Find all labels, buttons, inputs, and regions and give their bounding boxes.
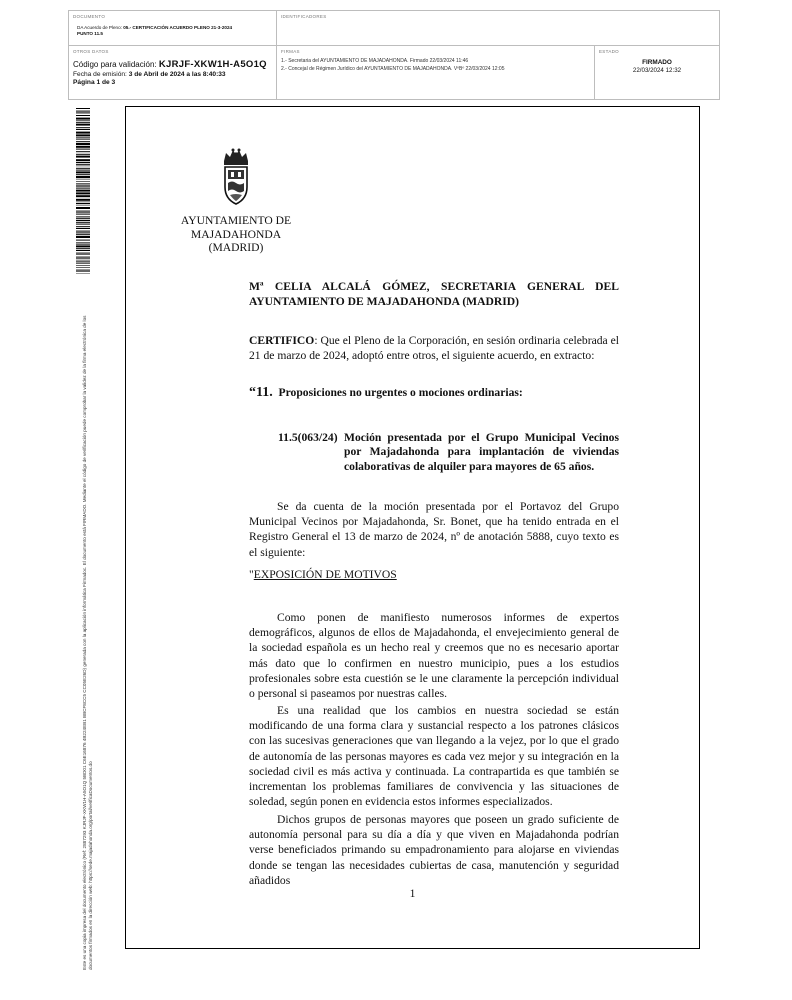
validation-code[interactable] [73,59,272,70]
header-bottom-row [68,46,720,100]
documento-title-bold: 05.- CERTIFICACIÓN ACUERDO PLENO 21-3-2024 [123,25,233,30]
org-line-1: AYUNTAMIENTO DE [180,214,292,227]
section-number: “11. [249,385,273,400]
section-title: Proposiciones no urgentes o mociones ordinarias: [278,386,523,399]
motion-title: Moción presentada por el Grupo Municipal Vecinos por Majadahonda para implantación de viviendas colaborativas de alquiler para mayores de 65 años. [344,431,619,473]
motion-number: 11.5(063/24) [278,431,338,444]
document-page [125,106,700,949]
coat-of-arms-icon [216,147,256,207]
paragraph-motivos-3: Dichos grupos de personas mayores que poseen un grado suficiente de autonomía personal para su día a día y que viven en Majadahonda podrían verse beneficiados primando su empadronamiento para alojarse en viviendas donde se tengan las necesidades cubiertas de casa, manutención y seguridad añadidos [249,813,619,887]
documento-label: DOCUMENTO [73,14,106,19]
exposicion-quote: " [249,568,254,581]
documento-prefix: DA Acuerdo de Pleno: [77,25,124,30]
validation-code-value[interactable]: KJRJF-XKW1H-A5O1Q [158,59,267,70]
verification-side-text: Este es una copia impresa del documento electrónico (Ref: 2887293 KJRJF-XKW1H-A5O1Q 5BD01 C6E16876 4B224EB1 BBCF8CC5 CC05E26D) generada con la aplicación informática Firmadoc. El documento está FIRMADO. Mediante el código de verificación puede comprobar la validez de la firma electrónica de los documentos firmados en la dirección web: https://sede.majadahonda.org/portal/verificaDocumentos.do [82,315,94,970]
page-count: Página 1 de 3 [73,79,116,86]
otros-datos-cell [69,46,277,99]
identificadores-label: IDENTIFICADORES [281,14,327,19]
estado-cell [595,46,719,99]
documento-cell [69,11,277,45]
certifico-bold: CERTIFICO [249,334,315,347]
documento-punto: PUNTO 11.5 [77,31,103,36]
estado-label: ESTADO [599,49,619,54]
exposicion-heading [249,567,619,582]
validation-code-prefix: Código para validación: [73,60,159,69]
page-number: 1 [409,887,416,900]
emission-date-prefix: Fecha de emisión: [73,71,129,78]
estado-date: 22/03/2024 12:32 [632,67,682,74]
documento-title [77,25,272,30]
section-heading [249,385,619,400]
header-top-row [68,10,720,46]
secretary-heading: Mª CELIA ALCALÁ GÓMEZ, SECRETARIA GENERAL DEL AYUNTAMIENTO DE MAJADAHONDA (MADRID) [249,280,619,309]
barcode-icon [76,108,90,274]
firma-2: 2.- Concejal de Régimen Jurídico del AYUNTAMIENTO DE MAJADAHONDA. VºBº 22/03/2024 12:05 [281,66,505,72]
emission-date-value: 3 de Abril de 2024 a las 8:40:33 [128,71,226,78]
firma-1: 1.- Secretaria del AYUNTAMIENTO DE MAJADAHONDA. Firmado 22/03/2024 11:46 [281,58,469,64]
org-line-2: MAJADAHONDA [190,227,282,241]
otros-datos-label: OTROS DATOS [73,49,109,54]
paragraph-motivos-1: Como ponen de manifiesto numerosos informes de expertos demográficos, algunos de ellos de Majadahonda, el envejecimiento general de la sociedad española es un hecho real y creemos que no es necesario aportar más dato que lo confirmen en nuestro municipio, pues a los estudios profesionales sobre esta cuestión se le une claramente la percepción individual o personal si paseamos por nuestras calles. [249,611,619,701]
identificadores-cell [277,11,719,45]
paragraph-motivos-2: Es una realidad que los cambios en nuestra sociedad se están modificando de una forma clara y sustancial respecto a los patrones clásicos con las sucesivas generaciones que van llegando a la vejez, por lo que el grado de autonomía de las personas mayores es cada vez mejor y su integración en la sociedad civil es más activa y continuada. La contrapartida es que también se incrementan los problemas familiares de convivencia y las situaciones de soledad, según ponen en evidencia estos informes especializados. [249,704,619,809]
exposicion-title: EXPOSICIÓN DE MOTIVOS [253,568,397,581]
firmas-label: FIRMAS [281,49,300,54]
estado-value: FIRMADO [642,59,672,66]
emission-date [73,71,272,78]
paragraph-intro: Se da cuenta de la moción presentada por el Portavoz del Grupo Municipal Vecinos por Majadahonda, Sr. Bonet, que ha tenido entrada en el Registro General el 13 de marzo de 2024, nº de anotación 5888, cuyo texto es el siguiente: [249,500,619,559]
organization-name [176,214,296,255]
certifico-paragraph [249,333,619,363]
firmas-cell [277,46,595,99]
org-line-3: (MADRID) [208,241,264,255]
certifico-text: : Que el Pleno de la Corporación, en sesión ordinaria celebrada el 21 de marzo de 2024, adoptó entre otros, el siguiente acuerdo, en extracto: [249,334,619,363]
